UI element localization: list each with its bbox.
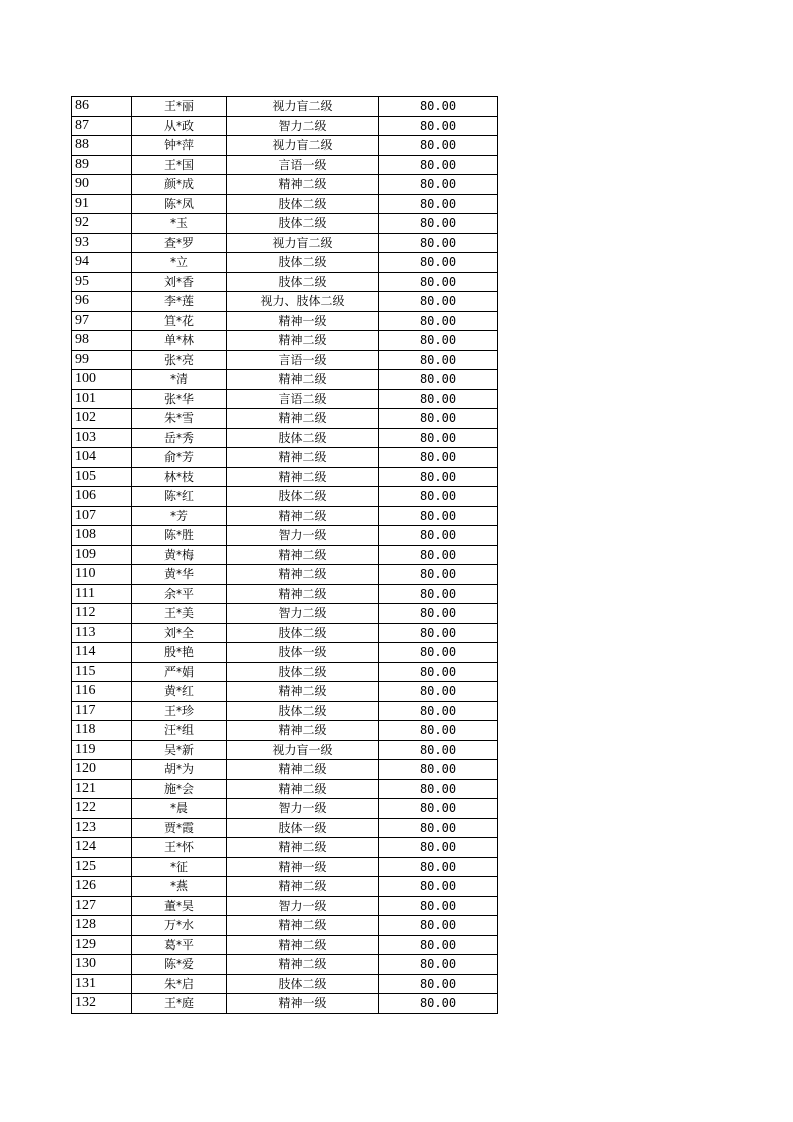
amount-cell: 80.00 <box>379 818 498 838</box>
table-row <box>72 370 498 390</box>
name-cell: 王*珍 <box>132 701 227 721</box>
table-row <box>72 233 498 253</box>
table-row <box>72 467 498 487</box>
disability-type-cell: 言语一级 <box>227 350 379 370</box>
disability-type-cell: 肢体一级 <box>227 818 379 838</box>
row-number-cell: 126 <box>72 877 132 897</box>
disability-type-cell: 精神二级 <box>227 506 379 526</box>
row-number-cell: 97 <box>72 311 132 331</box>
table-row <box>72 311 498 331</box>
disability-type-cell: 精神二级 <box>227 682 379 702</box>
disability-type-cell: 精神二级 <box>227 877 379 897</box>
amount-cell: 80.00 <box>379 175 498 195</box>
amount-cell: 80.00 <box>379 643 498 663</box>
row-number-cell: 115 <box>72 662 132 682</box>
amount-cell: 80.00 <box>379 253 498 273</box>
row-number-cell: 89 <box>72 155 132 175</box>
amount-cell: 80.00 <box>379 487 498 507</box>
name-cell: *玉 <box>132 214 227 234</box>
row-number-cell: 130 <box>72 955 132 975</box>
table-row <box>72 857 498 877</box>
disability-type-cell: 精神二级 <box>227 955 379 975</box>
disability-type-cell: 视力盲一级 <box>227 740 379 760</box>
name-cell: 陈*红 <box>132 487 227 507</box>
amount-cell: 80.00 <box>379 604 498 624</box>
amount-cell: 80.00 <box>379 350 498 370</box>
name-cell: 王*庭 <box>132 994 227 1014</box>
name-cell: 王*国 <box>132 155 227 175</box>
name-cell: 查*罗 <box>132 233 227 253</box>
disability-type-cell: 智力二级 <box>227 116 379 136</box>
row-number-cell: 121 <box>72 779 132 799</box>
disability-type-cell: 智力一级 <box>227 896 379 916</box>
table-row <box>72 253 498 273</box>
disability-type-cell: 精神二级 <box>227 175 379 195</box>
disability-type-cell: 肢体一级 <box>227 643 379 663</box>
amount-cell: 80.00 <box>379 136 498 156</box>
row-number-cell: 93 <box>72 233 132 253</box>
table-row <box>72 721 498 741</box>
table-row <box>72 974 498 994</box>
amount-cell: 80.00 <box>379 272 498 292</box>
table-row <box>72 604 498 624</box>
row-number-cell: 107 <box>72 506 132 526</box>
row-number-cell: 94 <box>72 253 132 273</box>
table-row <box>72 662 498 682</box>
amount-cell: 80.00 <box>379 97 498 117</box>
disability-type-cell: 智力一级 <box>227 526 379 546</box>
row-number-cell: 105 <box>72 467 132 487</box>
disability-type-cell: 精神二级 <box>227 467 379 487</box>
table-row <box>72 682 498 702</box>
name-cell: 王*美 <box>132 604 227 624</box>
amount-cell: 80.00 <box>379 877 498 897</box>
name-cell: 岳*秀 <box>132 428 227 448</box>
disability-type-cell: 精神二级 <box>227 584 379 604</box>
amount-cell: 80.00 <box>379 935 498 955</box>
name-cell: 施*会 <box>132 779 227 799</box>
name-cell: 黄*梅 <box>132 545 227 565</box>
name-cell: 王*怀 <box>132 838 227 858</box>
name-cell: 吴*新 <box>132 740 227 760</box>
disability-type-cell: 视力盲二级 <box>227 97 379 117</box>
row-number-cell: 114 <box>72 643 132 663</box>
amount-cell: 80.00 <box>379 623 498 643</box>
name-cell: *芳 <box>132 506 227 526</box>
table-row <box>72 487 498 507</box>
disability-type-cell: 肢体二级 <box>227 487 379 507</box>
table-row <box>72 272 498 292</box>
name-cell: 严*娟 <box>132 662 227 682</box>
row-number-cell: 111 <box>72 584 132 604</box>
table-row <box>72 779 498 799</box>
amount-cell: 80.00 <box>379 370 498 390</box>
name-cell: 王*丽 <box>132 97 227 117</box>
table-row <box>72 799 498 819</box>
amount-cell: 80.00 <box>379 857 498 877</box>
disability-type-cell: 肢体二级 <box>227 662 379 682</box>
table-row <box>72 506 498 526</box>
row-number-cell: 116 <box>72 682 132 702</box>
row-number-cell: 131 <box>72 974 132 994</box>
amount-cell: 80.00 <box>379 584 498 604</box>
row-number-cell: 118 <box>72 721 132 741</box>
amount-cell: 80.00 <box>379 311 498 331</box>
disability-subsidy-table <box>71 96 498 1014</box>
disability-type-cell: 肢体二级 <box>227 701 379 721</box>
name-cell: 董*昊 <box>132 896 227 916</box>
disability-type-cell: 肢体二级 <box>227 214 379 234</box>
table-row <box>72 643 498 663</box>
disability-type-cell: 肢体二级 <box>227 623 379 643</box>
disability-type-cell: 精神二级 <box>227 779 379 799</box>
disability-type-cell: 精神一级 <box>227 857 379 877</box>
table-row <box>72 116 498 136</box>
name-cell: 贾*霞 <box>132 818 227 838</box>
amount-cell: 80.00 <box>379 214 498 234</box>
table-row <box>72 194 498 214</box>
amount-cell: 80.00 <box>379 916 498 936</box>
disability-type-cell: 精神一级 <box>227 994 379 1014</box>
row-number-cell: 113 <box>72 623 132 643</box>
table-row <box>72 896 498 916</box>
amount-cell: 80.00 <box>379 389 498 409</box>
table-row <box>72 818 498 838</box>
name-cell: 胡*为 <box>132 760 227 780</box>
table-row <box>72 565 498 585</box>
row-number-cell: 102 <box>72 409 132 429</box>
amount-cell: 80.00 <box>379 994 498 1014</box>
table-row <box>72 545 498 565</box>
table-row <box>72 448 498 468</box>
disability-type-cell: 精神二级 <box>227 935 379 955</box>
name-cell: 林*枝 <box>132 467 227 487</box>
disability-type-cell: 精神二级 <box>227 370 379 390</box>
amount-cell: 80.00 <box>379 448 498 468</box>
table-row <box>72 389 498 409</box>
row-number-cell: 99 <box>72 350 132 370</box>
disability-type-cell: 肢体二级 <box>227 272 379 292</box>
row-number-cell: 129 <box>72 935 132 955</box>
row-number-cell: 108 <box>72 526 132 546</box>
row-number-cell: 119 <box>72 740 132 760</box>
row-number-cell: 110 <box>72 565 132 585</box>
amount-cell: 80.00 <box>379 428 498 448</box>
name-cell: 俞*芳 <box>132 448 227 468</box>
amount-cell: 80.00 <box>379 331 498 351</box>
amount-cell: 80.00 <box>379 838 498 858</box>
amount-cell: 80.00 <box>379 155 498 175</box>
name-cell: 钟*萍 <box>132 136 227 156</box>
amount-cell: 80.00 <box>379 740 498 760</box>
row-number-cell: 96 <box>72 292 132 312</box>
name-cell: 殷*艳 <box>132 643 227 663</box>
table-row <box>72 760 498 780</box>
amount-cell: 80.00 <box>379 760 498 780</box>
disability-type-cell: 精神二级 <box>227 409 379 429</box>
row-number-cell: 106 <box>72 487 132 507</box>
name-cell: 葛*平 <box>132 935 227 955</box>
row-number-cell: 104 <box>72 448 132 468</box>
amount-cell: 80.00 <box>379 233 498 253</box>
disability-type-cell: 肢体二级 <box>227 974 379 994</box>
table-row <box>72 623 498 643</box>
table-row <box>72 701 498 721</box>
disability-type-cell: 智力二级 <box>227 604 379 624</box>
amount-cell: 80.00 <box>379 292 498 312</box>
row-number-cell: 120 <box>72 760 132 780</box>
disability-type-cell: 肢体二级 <box>227 428 379 448</box>
disability-type-cell: 精神二级 <box>227 448 379 468</box>
row-number-cell: 101 <box>72 389 132 409</box>
disability-type-cell: 肢体二级 <box>227 194 379 214</box>
amount-cell: 80.00 <box>379 506 498 526</box>
name-cell: 颜*成 <box>132 175 227 195</box>
row-number-cell: 90 <box>72 175 132 195</box>
row-number-cell: 91 <box>72 194 132 214</box>
disability-type-cell: 视力盲二级 <box>227 233 379 253</box>
disability-type-cell: 视力、肢体二级 <box>227 292 379 312</box>
name-cell: 黄*华 <box>132 565 227 585</box>
name-cell: 刘*香 <box>132 272 227 292</box>
name-cell: 刘*全 <box>132 623 227 643</box>
amount-cell: 80.00 <box>379 779 498 799</box>
row-number-cell: 124 <box>72 838 132 858</box>
table-row <box>72 935 498 955</box>
row-number-cell: 117 <box>72 701 132 721</box>
name-cell: *征 <box>132 857 227 877</box>
disability-type-cell: 智力一级 <box>227 799 379 819</box>
disability-type-cell: 肢体二级 <box>227 253 379 273</box>
table-row <box>72 409 498 429</box>
row-number-cell: 109 <box>72 545 132 565</box>
row-number-cell: 103 <box>72 428 132 448</box>
disability-type-cell: 精神二级 <box>227 545 379 565</box>
name-cell: 黄*红 <box>132 682 227 702</box>
table-row <box>72 331 498 351</box>
amount-cell: 80.00 <box>379 799 498 819</box>
amount-cell: 80.00 <box>379 545 498 565</box>
disability-type-cell: 精神二级 <box>227 838 379 858</box>
row-number-cell: 122 <box>72 799 132 819</box>
name-cell: *立 <box>132 253 227 273</box>
table-row <box>72 955 498 975</box>
name-cell: 张*亮 <box>132 350 227 370</box>
table-row <box>72 584 498 604</box>
disability-type-cell: 视力盲二级 <box>227 136 379 156</box>
row-number-cell: 128 <box>72 916 132 936</box>
row-number-cell: 132 <box>72 994 132 1014</box>
amount-cell: 80.00 <box>379 467 498 487</box>
table-row <box>72 994 498 1014</box>
name-cell: 汪*组 <box>132 721 227 741</box>
amount-cell: 80.00 <box>379 896 498 916</box>
table-row <box>72 526 498 546</box>
amount-cell: 80.00 <box>379 682 498 702</box>
name-cell: 从*政 <box>132 116 227 136</box>
row-number-cell: 112 <box>72 604 132 624</box>
name-cell: *晨 <box>132 799 227 819</box>
table-row <box>72 838 498 858</box>
disability-type-cell: 精神二级 <box>227 916 379 936</box>
row-number-cell: 123 <box>72 818 132 838</box>
table-row <box>72 740 498 760</box>
name-cell: 朱*雪 <box>132 409 227 429</box>
row-number-cell: 88 <box>72 136 132 156</box>
disability-type-cell: 精神一级 <box>227 311 379 331</box>
amount-cell: 80.00 <box>379 721 498 741</box>
table-row <box>72 175 498 195</box>
name-cell: *清 <box>132 370 227 390</box>
amount-cell: 80.00 <box>379 116 498 136</box>
name-cell: 朱*启 <box>132 974 227 994</box>
table-row <box>72 97 498 117</box>
name-cell: 余*平 <box>132 584 227 604</box>
disability-type-cell: 精神二级 <box>227 760 379 780</box>
table-row <box>72 292 498 312</box>
name-cell: 陈*胜 <box>132 526 227 546</box>
row-number-cell: 100 <box>72 370 132 390</box>
amount-cell: 80.00 <box>379 701 498 721</box>
disability-type-cell: 言语一级 <box>227 155 379 175</box>
name-cell: *燕 <box>132 877 227 897</box>
row-number-cell: 95 <box>72 272 132 292</box>
amount-cell: 80.00 <box>379 526 498 546</box>
table-row <box>72 428 498 448</box>
table-row <box>72 916 498 936</box>
row-number-cell: 92 <box>72 214 132 234</box>
disability-type-cell: 言语二级 <box>227 389 379 409</box>
table-row <box>72 214 498 234</box>
amount-cell: 80.00 <box>379 194 498 214</box>
amount-cell: 80.00 <box>379 565 498 585</box>
name-cell: 单*林 <box>132 331 227 351</box>
name-cell: 笪*花 <box>132 311 227 331</box>
name-cell: 陈*凤 <box>132 194 227 214</box>
name-cell: 李*莲 <box>132 292 227 312</box>
table-row <box>72 155 498 175</box>
row-number-cell: 125 <box>72 857 132 877</box>
name-cell: 陈*爱 <box>132 955 227 975</box>
row-number-cell: 127 <box>72 896 132 916</box>
table-row <box>72 350 498 370</box>
amount-cell: 80.00 <box>379 409 498 429</box>
amount-cell: 80.00 <box>379 955 498 975</box>
name-cell: 万*水 <box>132 916 227 936</box>
row-number-cell: 87 <box>72 116 132 136</box>
table-body <box>72 97 498 1014</box>
amount-cell: 80.00 <box>379 974 498 994</box>
disability-type-cell: 精神二级 <box>227 565 379 585</box>
name-cell: 张*华 <box>132 389 227 409</box>
amount-cell: 80.00 <box>379 662 498 682</box>
disability-type-cell: 精神二级 <box>227 331 379 351</box>
table-row <box>72 877 498 897</box>
row-number-cell: 98 <box>72 331 132 351</box>
row-number-cell: 86 <box>72 97 132 117</box>
table-row <box>72 136 498 156</box>
disability-type-cell: 精神二级 <box>227 721 379 741</box>
